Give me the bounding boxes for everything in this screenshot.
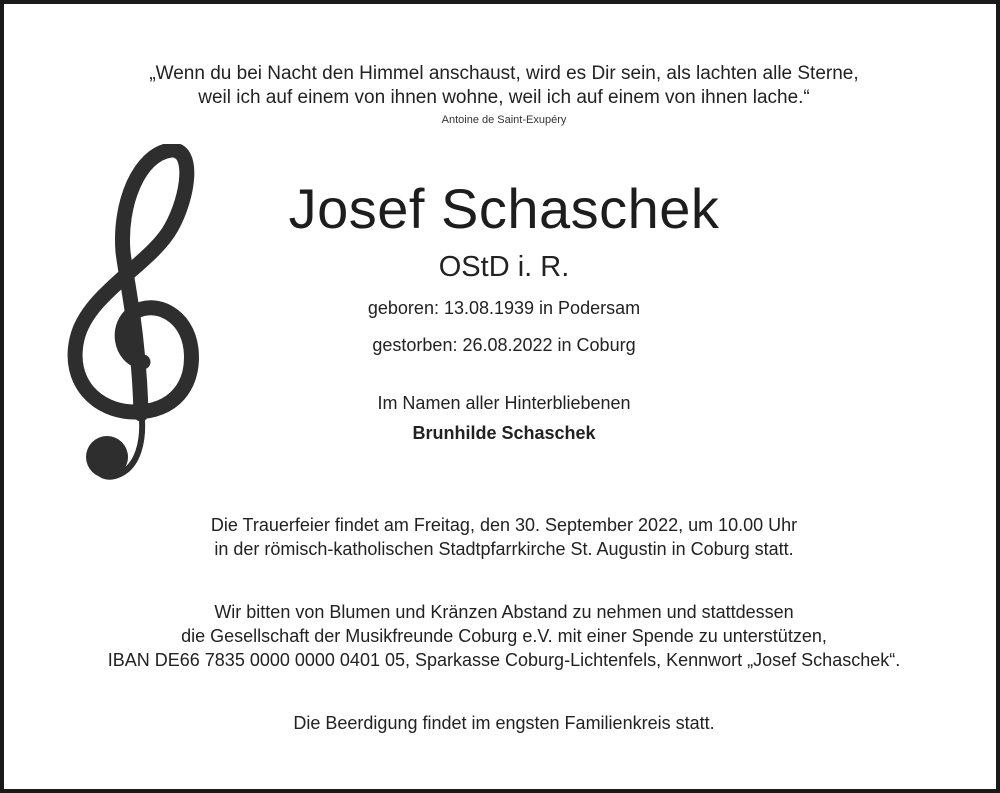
donation-line-2: die Gesellschaft der Musikfreunde Coburg e.V. mit einer Spende zu unterstützen,: [181, 626, 827, 646]
deceased-title: OStD i. R.: [438, 251, 570, 283]
burial-line: Die Beerdigung findet im engsten Familienkreis statt.: [293, 713, 715, 733]
funeral-line-1: Die Trauerfeier findet am Freitag, den 30. September 2022, um 10.00 Uhr: [210, 515, 798, 535]
donation-line-3: IBAN DE66 7835 0000 0000 0401 05, Sparkasse Coburg-Lichtenfels, Kennwort „Josef Schaschek“.: [107, 650, 901, 670]
quote-line-1: „Wenn du bei Nacht den Himmel anschaust, wird es Dir sein, als lachten alle Sterne,: [149, 63, 859, 84]
deceased-name: Josef Schaschek: [288, 177, 720, 240]
death-info: gestorben: 26.08.2022 in Coburg: [372, 335, 636, 355]
funeral-line-2: in der römisch-katholischen Stadtpfarrkirche St. Augustin in Coburg statt.: [214, 539, 794, 559]
mourners-intro: Im Namen aller Hinterbliebenen: [377, 393, 631, 413]
mourner-name: Brunhilde Schaschek: [412, 423, 596, 443]
donation-line-1: Wir bitten von Blumen und Kränzen Abstand zu nehmen und stattdessen: [214, 602, 794, 622]
quote-line-2: weil ich auf einem von ihnen wohne, weil ich auf einem von ihnen lache.“: [198, 87, 810, 108]
birth-info: geboren: 13.08.1939 in Podersam: [367, 298, 641, 318]
quote-author: Antoine de Saint-Exupéry: [441, 114, 567, 126]
